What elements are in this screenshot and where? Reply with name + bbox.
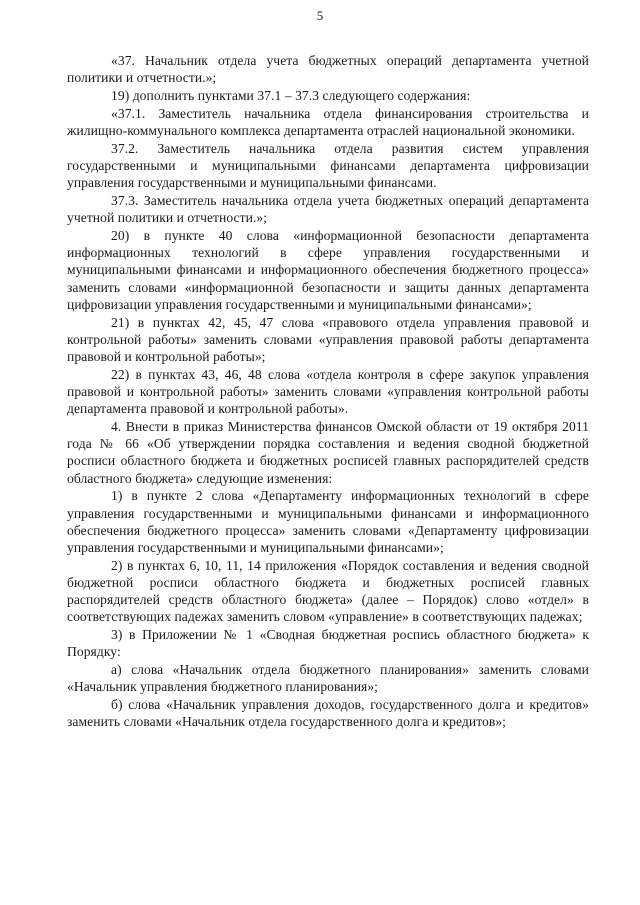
paragraph-change-1: 1) в пункте 2 слова «Департаменту информационных технологий в сфере управления государственными и муниципальными финансами и информационного обеспечения бюджетного процесса» заменить словами «Департаменту цифровизации управления государственными и муниципальными финансами»; xyxy=(67,488,589,556)
paragraph-change-2: 2) в пунктах 6, 10, 11, 14 приложения «Порядок составления и ведения сводной бюджетной росписи областного бюджета и бюджетных росписей главных распорядителей средств областного бюджета» (далее – Порядок) слово «отдел» в соответствующих падежах заменить словом «управление» в соответствующих падежах; xyxy=(67,557,589,625)
paragraph-change-3: 3) в Приложении № 1 «Сводная бюджетная роспись областного бюджета» к Порядку: xyxy=(67,627,589,660)
paragraph-item-37-3: 37.3. Заместитель начальника отдела учета бюджетных операций департамента учетной политики и отчетности.»; xyxy=(67,193,589,226)
paragraph-amendment-19: 19) дополнить пунктами 37.1 – 37.3 следующего содержания: xyxy=(111,88,471,103)
paragraph-change-3a: а) слова «Начальник отдела бюджетного планирования» заменить словами «Начальник управления бюджетного планирования»; xyxy=(67,662,589,695)
paragraph-item-37-1: «37.1. Заместитель начальника отдела финансирования строительства и жилищно-коммунального комплекса департамента отраслей национальной экономики. xyxy=(67,105,589,138)
paragraph-item-37-2: 37.2. Заместитель начальника отдела развития систем управления государственными и муниципальными финансами департамента цифровизации управления государственными и муниципальными финансами. xyxy=(67,140,589,191)
paragraph-amendment-22: 22) в пунктах 43, 46, 48 слова «отдела контроля в сфере закупок управления правовой и контрольной работы» заменить словами «управления контрольной работы департамента правовой и контрольной работы». xyxy=(67,366,589,417)
paragraph-amendment-21: 21) в пунктах 42, 45, 47 слова «правового отдела управления правовой и контрольной работы» заменить словами «управления правовой работы департамента правовой и контрольной работы»; xyxy=(67,314,589,365)
page-number: 5 xyxy=(316,8,324,23)
paragraph-change-3b: б) слова «Начальник управления доходов, государственного долга и кредитов» заменить словами «Начальник отдела государственного долга и кредитов»; xyxy=(67,697,589,730)
paragraph-section-4: 4. Внести в приказ Министерства финансов Омской области от 19 октября 2011 года № 66 «Об утверждении порядка составления и ведения сводной бюджетной росписи областного бюджета и бюджетных росписей главных распорядителей средств областного бюджета» следующие изменения: xyxy=(67,419,589,486)
document-body xyxy=(67,52,589,731)
paragraph-amendment-20: 20) в пункте 40 слова «информационной безопасности департамента информационных технологий в сфере управления государственными и муниципальными финансами и информационного обеспечения бюджетного процесса» заменить словами «информационной безопасности и защиты данных департамента цифровизации управления государственными и муниципальными финансами»; xyxy=(67,228,589,312)
paragraph-item-37: «37. Начальник отдела учета бюджетных операций департамента учетной политики и отчетности.»; xyxy=(67,53,589,86)
